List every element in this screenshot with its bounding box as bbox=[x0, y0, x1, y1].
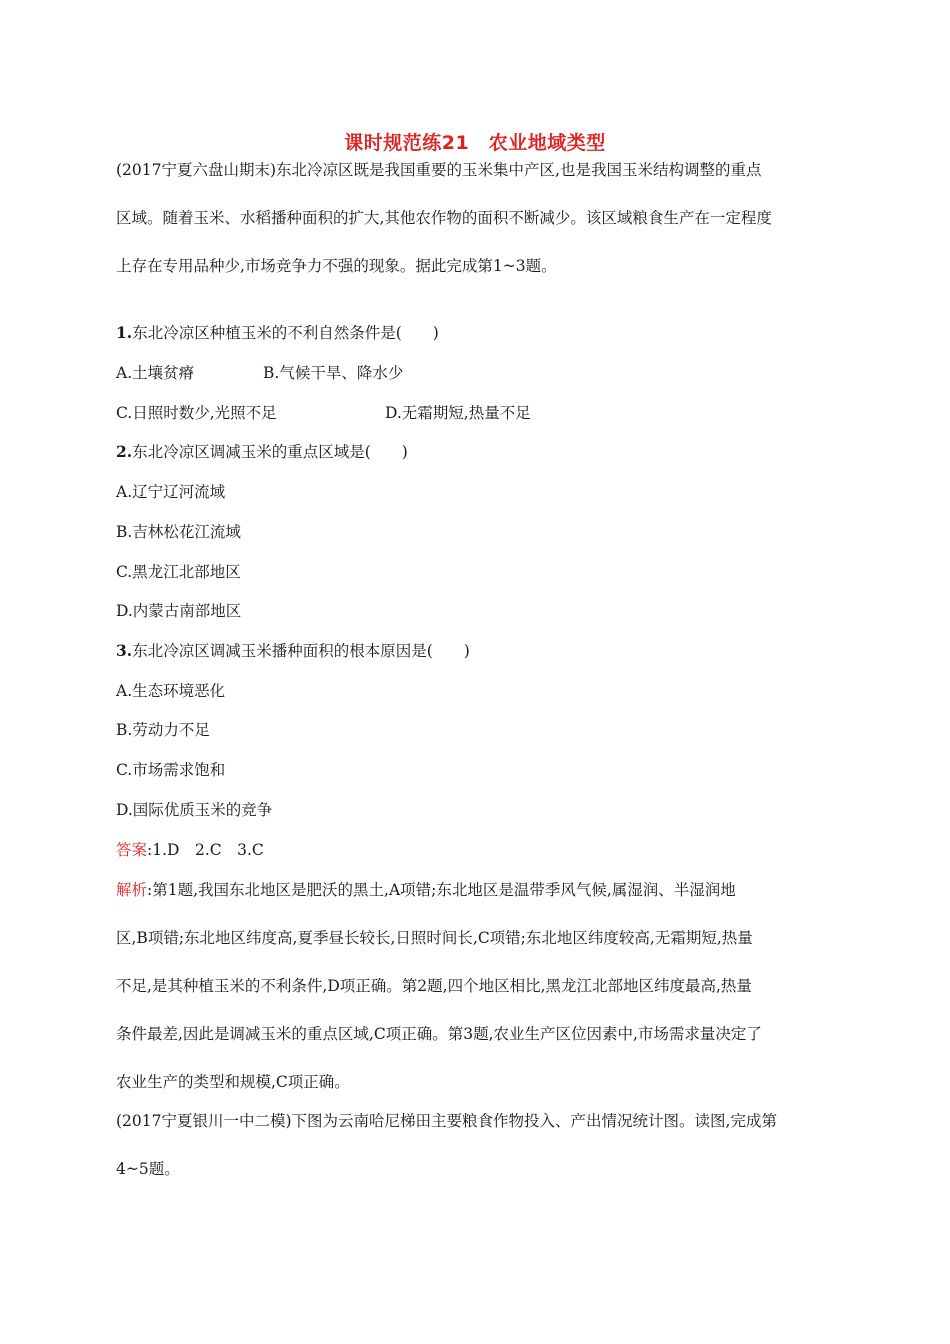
analysis-label: 解析 bbox=[116, 881, 148, 899]
question-2-stem: 东北冷凉区调减玉米的重点区域是( ) bbox=[132, 443, 408, 461]
question-2-option-a: A.辽宁辽河流域 bbox=[116, 483, 226, 501]
answer-label: 答案 bbox=[116, 841, 148, 859]
analysis-line-1 bbox=[116, 879, 736, 901]
answer-line bbox=[116, 839, 264, 861]
question-3-option-c: C.市场需求饱和 bbox=[116, 761, 226, 779]
question-3-option-b: B.劳动力不足 bbox=[116, 721, 210, 739]
intro2-text-line-2: 4~5题。 bbox=[116, 1160, 180, 1178]
answer-text: :1.D 2.C 3.C bbox=[147, 841, 264, 859]
intro-text-line-3: 上存在专用品种少,市场竞争力不强的现象。据此完成第1~3题。 bbox=[116, 257, 557, 275]
question-3-option-d: D.国际优质玉米的竞争 bbox=[116, 801, 273, 819]
question-2-option-b: B.吉林松花江流域 bbox=[116, 523, 241, 541]
question-1 bbox=[116, 322, 439, 344]
question-1-number: 1. bbox=[116, 323, 133, 342]
question-2 bbox=[116, 441, 408, 463]
question-2-option-d: D.内蒙古南部地区 bbox=[116, 602, 242, 620]
intro2-text-line-1: (2017宁夏银川一中二模)下图为云南哈尼梯田主要粮食作物投入、产出情况统计图。读图,完成第 bbox=[116, 1112, 777, 1130]
analysis-line-5: 农业生产的类型和规模,C项正确。 bbox=[116, 1073, 350, 1091]
page-title: 课时规范练21 农业地域类型 bbox=[344, 132, 606, 154]
question-1-option-d: D.无霜期短,热量不足 bbox=[385, 404, 531, 422]
question-3-option-a: A.生态环境恶化 bbox=[116, 682, 226, 700]
analysis-line-4: 条件最差,因此是调减玉米的重点区域,C项正确。第3题,农业生产区位因素中,市场需求量决定了 bbox=[116, 1025, 762, 1043]
question-1-stem: 东北冷凉区种植玉米的不利自然条件是( ) bbox=[132, 324, 439, 342]
question-1-option-c: C.日照时数少,光照不足 bbox=[116, 404, 277, 422]
question-3-stem: 东北冷凉区调减玉米播种面积的根本原因是( ) bbox=[132, 642, 470, 660]
intro-text-line-1: (2017宁夏六盘山期末)东北冷凉区既是我国重要的玉米集中产区,也是我国玉米结构调整的重点 bbox=[116, 161, 762, 179]
question-2-option-c: C.黑龙江北部地区 bbox=[116, 563, 241, 581]
analysis-first-line: :第1题,我国东北地区是肥沃的黑土,A项错;东北地区是温带季风气候,属湿润、半湿润地 bbox=[147, 881, 736, 899]
question-2-number: 2. bbox=[116, 442, 133, 461]
analysis-line-3: 不足,是其种植玉米的不利条件,D项正确。第2题,四个地区相比,黑龙江北部地区纬度最高,热量 bbox=[116, 977, 752, 995]
analysis-line-2: 区,B项错;东北地区纬度高,夏季昼长较长,日照时间长,C项错;东北地区纬度较高,无霜期短,热量 bbox=[116, 929, 753, 947]
question-1-option-a: A.土壤贫瘠 bbox=[116, 364, 195, 382]
question-1-option-b: B.气候干旱、降水少 bbox=[263, 364, 404, 382]
question-3 bbox=[116, 640, 470, 662]
intro-text-line-2: 区域。随着玉米、水稻播种面积的扩大,其他农作物的面积不断减少。该区域粮食生产在一定程度 bbox=[116, 209, 772, 227]
question-3-number: 3. bbox=[116, 641, 133, 660]
